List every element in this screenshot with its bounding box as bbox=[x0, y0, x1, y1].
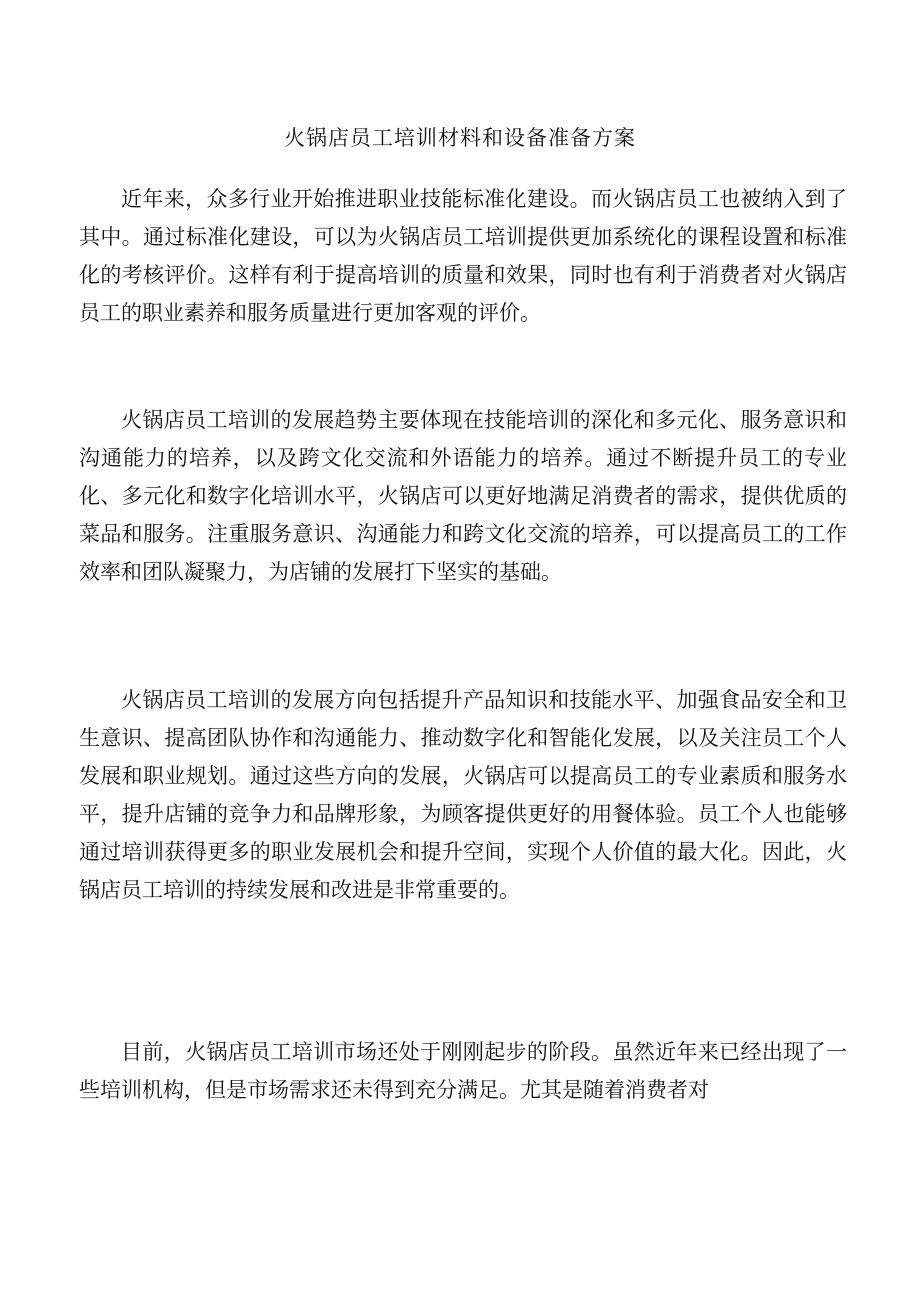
paragraph-4: 目前，火锅店员工培训市场还处于刚刚起步的阶段。虽然近年来已经出现了一些培训机构，但是市场需求还未得到充分满足。尤其是随着消费者对 bbox=[79, 1040, 847, 1102]
document-title: 火锅店员工培训材料和设备准备方案 bbox=[284, 126, 636, 150]
paragraph-2: 火锅店员工培训的发展趋势主要体现在技能培训的深化和多元化、服务意识和沟通能力的培养，以及跨文化交流和外语能力的培养。通过不断提升员工的专业化、多元化和数字化培训水平，火锅店可以更好地满足消费者的需求，提供优质的菜品和服务。注重服务意识、沟通能力和跨文化交流的培养，可以提高员工的工作效率和团队凝聚力，为店铺的发展打下坚实的基础。 bbox=[79, 408, 847, 584]
paragraph-1: 近年来，众多行业开始推进职业技能标准化建设。而火锅店员工也被纳入到了其中。通过标准化建设，可以为火锅店员工培训提供更加系统化的课程设置和标准化的考核评价。这样有利于提高培训的质量和效果，同时也有利于消费者对火锅店员工的职业素养和服务质量进行更加客观的评价。 bbox=[79, 187, 847, 325]
paragraph-3: 火锅店员工培训的发展方向包括提升产品知识和技能水平、加强食品安全和卫生意识、提高团队协作和沟通能力、推动数字化和智能化发展，以及关注员工个人发展和职业规划。通过这些方向的发展，火锅店可以提高员工的专业素质和服务水平，提升店铺的竞争力和品牌形象，为顾客提供更好的用餐体验。员工个人也能够通过培训获得更多的职业发展机会和提升空间，实现个人价值的最大化。因此，火锅店员工培训的持续发展和改进是非常重要的。 bbox=[79, 688, 847, 902]
